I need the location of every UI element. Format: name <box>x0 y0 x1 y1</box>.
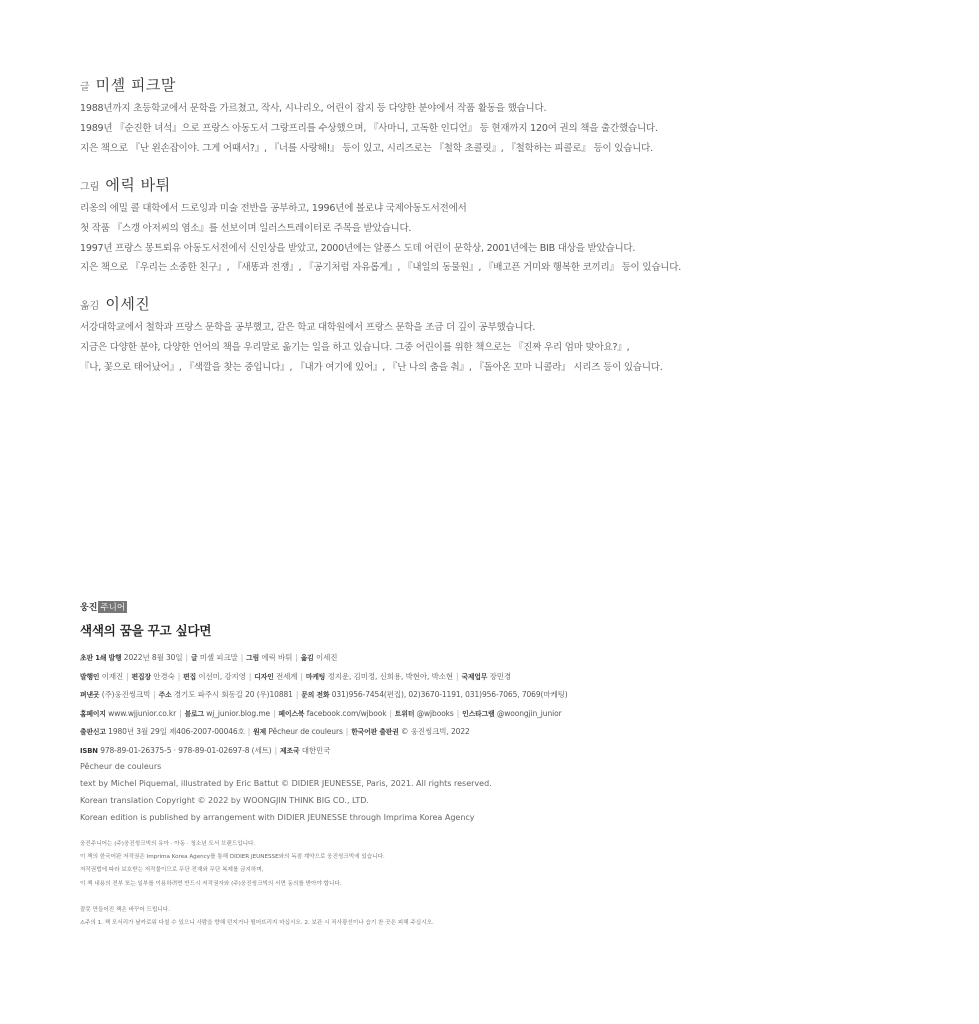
brand-name-part-b: 주니어 <box>100 602 126 613</box>
colophon-label: 편집장 <box>131 672 151 681</box>
publisher-logo <box>80 600 780 613</box>
colophon-row <box>80 723 780 742</box>
colophon-label: 편집 <box>183 672 197 681</box>
colophon-label: 출판신고 <box>80 728 106 736</box>
colophon-row <box>80 649 780 668</box>
author-name: 미셸 피크말 <box>95 76 176 94</box>
illustrator-bio-line: 첫 작품 『스갱 아저씨의 염소』를 선보이며 일러스트레이터로 주목을 받았습니다. <box>80 222 412 234</box>
english-credit-line: Pêcheur de couleurs <box>80 762 162 771</box>
separator: | <box>177 671 181 681</box>
colophon-label: 국제업무 <box>461 672 488 681</box>
safety-notes <box>80 904 434 930</box>
translator-bio <box>80 293 700 377</box>
illustrator-role: 그림 <box>80 182 100 193</box>
colophon-value: 에릭 바튀 <box>261 653 293 662</box>
illustrator-bio-line: 지은 책으로 『우리는 소중한 친구』, 『새똥과 전쟁』, 『공기처럼 자유롭게』, 『내일의 동물원』, 『배고픈 거미와 행복한 코끼리』 등이 있습니다. <box>80 262 682 274</box>
colophon-label: 문의 전화 <box>301 691 330 699</box>
author-bio-line: 1988년까지 초등학교에서 문학을 가르쳤고, 작사, 시나리오, 어린이 잡지 등 다양한 분야에서 작품 활동을 했습니다. <box>80 103 547 114</box>
colophon-value: Pêcheur de couleurs <box>268 727 343 736</box>
colophon-label: 블로그 <box>184 709 204 718</box>
separator: | <box>456 708 460 718</box>
colophon-label: 마케팅 <box>305 672 326 681</box>
safety-note-line: 잘못 만들어진 책은 바꾸어 드립니다. <box>80 907 170 913</box>
translator-name: 이세진 <box>105 295 151 313</box>
colophon-label: 제조국 <box>280 746 300 755</box>
colophon-value: 031)956-7454(편집), 02)3670-1191, 031)956-7065, 7069(마케팅) <box>331 690 568 699</box>
colophon-label: 디자인 <box>254 672 274 681</box>
safety-note-line: ⚠주의 1. 책 모서리가 날카로워 다칠 수 있으니 사람을 향해 던지거나 떨어뜨리지 마십시오. 2. 보관 시 직사광선이나 습기 찬 곳은 피해 주십시오. <box>80 920 434 927</box>
author-role: 글 <box>80 82 90 93</box>
english-credits <box>80 758 492 826</box>
author-bio-line: 지은 책으로 『난 왼손잡이야. 그게 어때서?』, 『너를 사랑해!』 등이 있고, 시리즈로는 『철학 초콜릿』, 『철학하는 피콜로』 등이 있습니다. <box>80 142 653 154</box>
colophon-value: 정지운, 김미정, 신희용, 박현아, 박소현 <box>327 671 454 681</box>
separator: | <box>295 653 298 662</box>
colophon-row <box>80 705 780 724</box>
colophon-value: © 웅진씽크빅, 2022 <box>401 727 470 736</box>
author-heading <box>80 74 700 95</box>
colophon-value: @woongjin_junior <box>496 708 562 718</box>
legal-notes <box>80 838 385 891</box>
colophon-row <box>80 686 780 705</box>
colophon-value: 안경숙 <box>153 671 175 681</box>
separator: | <box>247 727 251 736</box>
separator: | <box>126 671 129 681</box>
colophon-label: 주소 <box>158 691 172 699</box>
legal-note-line: 이 책의 한국어판 저작권은 Imprima Korea Agency를 통해 DIDIER JEUNESSE와의 독점 계약으로 웅진씽크빅에 있습니다. <box>80 854 385 861</box>
legal-note-line: 저작권법에 따라 보호받는 저작물이므로 무단 전재와 무단 복제를 금지하며, <box>80 867 264 874</box>
legal-note-line: 웅진주니어는 (주)웅진씽크빅의 유아 · 아동 · 청소년 도서 브랜드입니다. <box>80 841 256 847</box>
colophon-label: 펴낸곳 <box>80 691 100 699</box>
separator: | <box>153 690 156 699</box>
english-credit-line: Korean edition is published by arrangement with DIDIER JEUNESSE through Imprima Korea Agency <box>80 813 475 822</box>
separator: | <box>185 653 188 662</box>
separator: | <box>456 671 459 681</box>
separator: | <box>389 708 392 718</box>
separator: | <box>274 745 278 755</box>
author-bio <box>80 74 700 158</box>
colophon-label: 트위터 <box>394 709 415 718</box>
colophon-value: (주)웅진씽크빅 <box>101 690 151 699</box>
colophon-value: 이선미, 강지영 <box>198 671 246 681</box>
separator: | <box>248 671 252 681</box>
colophon-label: 옮김 <box>300 654 314 662</box>
colophon-value: 장민경 <box>489 671 512 681</box>
colophon-value: 1980년 3월 29일 제406-2007-00046호 <box>108 727 245 736</box>
colophon-label: 한국어판 출판권 <box>351 728 399 736</box>
translator-bio-line: 지금은 다양한 분야, 다양한 언어의 책을 우리말로 옮기는 일을 하고 있습니다. 그중 어린이를 위한 책으로는 『진짜 우리 엄마 맞아요?』, <box>80 341 630 353</box>
colophon <box>80 600 780 760</box>
colophon-label: 초판 1쇄 발행 <box>80 654 122 662</box>
colophon-rows <box>80 649 780 760</box>
colophon-label: 그림 <box>246 654 260 662</box>
translator-heading <box>80 293 700 314</box>
colophon-label: 원제 <box>253 728 267 736</box>
separator: | <box>273 708 276 718</box>
colophon-label: 글 <box>190 654 198 662</box>
colophon-value: 전세계 <box>275 671 298 681</box>
colophon-value: 이세진 <box>315 653 338 662</box>
english-credit-line: text by Michel Piquemal, illustrated by Eric Battut © DIDIER JEUNESSE, Paris, 2021. All rights reserved. <box>80 779 492 788</box>
separator: | <box>295 690 299 699</box>
colophon-label: 홈페이지 <box>80 709 106 718</box>
colophon-value: facebook.com/wjbook <box>306 708 387 718</box>
colophon-row <box>80 668 780 687</box>
book-title: 색색의 꿈을 꾸고 싶다면 <box>80 623 212 638</box>
translator-bio-line: 서강대학교에서 철학과 프랑스 문학을 공부했고, 같은 학교 대학원에서 프랑스 문학을 조금 더 깊이 공부했습니다. <box>80 322 536 333</box>
separator: | <box>345 727 349 736</box>
illustrator-bio-line: 리옹의 에밀 콜 대학에서 드로잉과 미술 전반을 공부하고, 1996년에 볼로냐 국제아동도서전에서 <box>80 203 467 214</box>
colophon-label: 발행인 <box>80 672 100 681</box>
colophon-label: 페이스북 <box>278 709 305 718</box>
english-credit-line: Korean translation Copyright © 2022 by WOONGJIN THINK BIG CO., LTD. <box>80 796 369 805</box>
separator: | <box>240 653 244 662</box>
colophon-value: wj_junior.blog.me <box>206 708 271 718</box>
separator: | <box>179 708 182 718</box>
colophon-value: 2022년 8월 30일 <box>123 653 183 662</box>
colophon-label: ISBN <box>80 746 98 755</box>
colophon-value: @wjbooks <box>416 708 454 718</box>
separator: | <box>300 671 303 681</box>
colophon-value: 대한민국 <box>301 745 331 755</box>
translator-bio-line: 『나, 꽃으로 태어났어』, 『색깔을 찾는 중입니다』, 『내가 여기에 있어』, 『난 나의 춤을 춰』, 『돌아온 꼬마 니콜라』 시리즈 등이 있습니다. <box>80 361 663 373</box>
illustrator-bio <box>80 174 700 278</box>
illustrator-name: 에릭 바튀 <box>105 176 171 194</box>
translator-role: 옮김 <box>80 301 100 312</box>
brand-name-part-a: 웅진 <box>80 603 98 613</box>
colophon-value: 미셸 피크말 <box>199 653 238 662</box>
illustrator-bio-line: 1997년 프랑스 몽트뢰유 아동도서전에서 신인상을 받았고, 2000년에는 알퐁스 도데 어린이 문학상, 2001년에는 BIB 대상을 받았습니다. <box>80 242 636 254</box>
colophon-value: 이재진 <box>101 671 124 681</box>
colophon-value: www.wjjunior.co.kr <box>108 708 177 718</box>
author-bio-line: 1989년 『순진한 녀석』으로 프랑스 아동도서 그랑프리를 수상했으며, 『사마니, 고독한 인디언』 등 현재까지 120여 권의 책을 출간했습니다. <box>80 122 658 134</box>
colophon-label: 인스타그램 <box>462 709 495 718</box>
legal-note-line: 이 책 내용의 전부 또는 일부를 이용하려면 반드시 저작권자와 (주)웅진씽크빅의 서면 동의를 받아야 합니다. <box>80 880 342 887</box>
colophon-value: 978-89-01-26375-5 · 978-89-01-02697-8 (세트) <box>100 745 272 755</box>
colophon-value: 경기도 파주시 회동길 20 (우)10881 <box>173 690 293 699</box>
illustrator-heading <box>80 174 700 195</box>
